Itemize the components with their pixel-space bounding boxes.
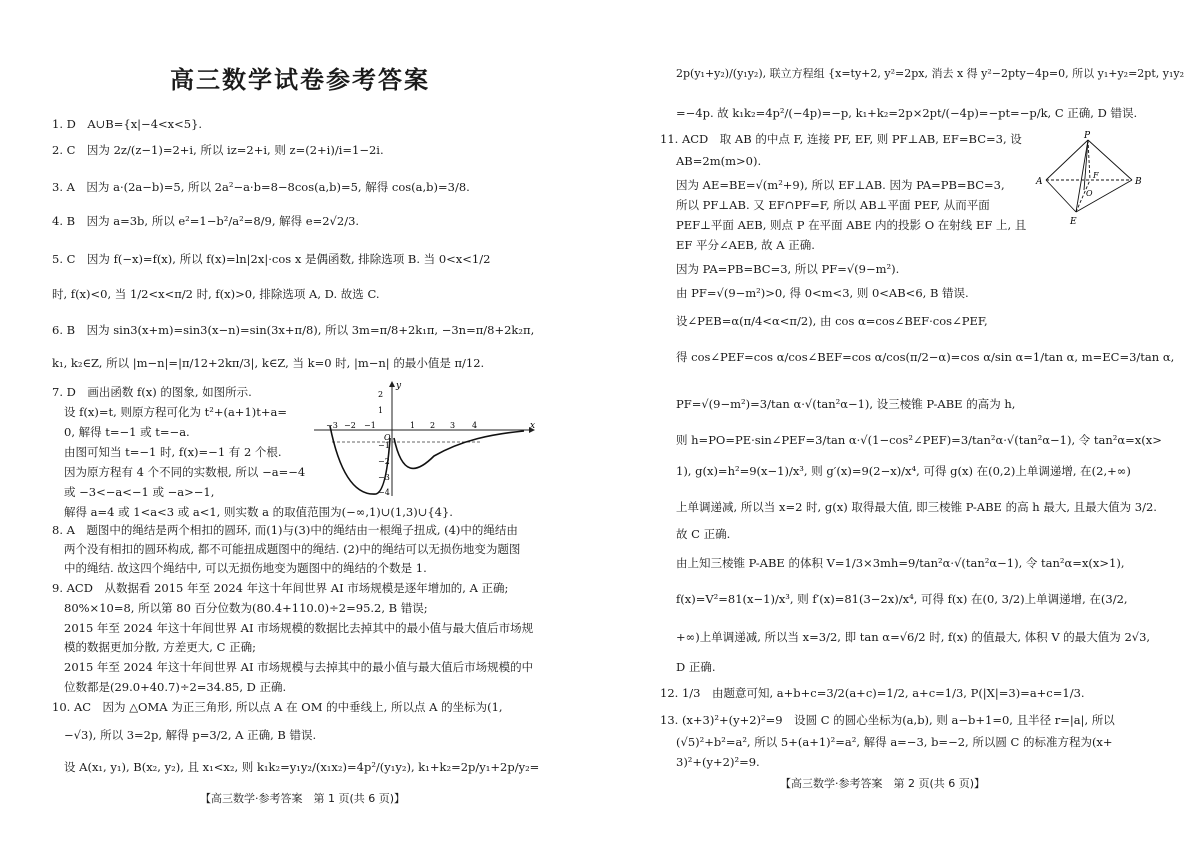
answer-10-line-2: −√3), 所以 3=2p, 解得 p=3/2, A 正确, B 错误. <box>64 728 317 742</box>
vertex-label-B: B <box>1135 177 1142 187</box>
answer-11-line-11: PF=√(9−m²)=3/tan α·√(tan²α−1), 设三棱锥 P-ABE 的高为 h, <box>676 397 1016 411</box>
answer-11-line-17: f(x)=V²=81(x−1)/x³, 则 f′(x)=81(3−2x)/x⁴, 可得 f(x) 在(0, 3/2)上单调递增, 在(3/2, <box>676 592 1128 606</box>
x-tick: 2 <box>430 421 436 430</box>
answer-11-line-18: +∞)上单调递减, 所以当 x=3/2, 即 tan α=√6/2 时, f(x) 的值最大, 体积 V 的最大值为 2√3, <box>676 630 1151 644</box>
answer-4: 4. B 因为 a=3b, 所以 e²=1−b²/a²=8/9, 解得 e=2√2/3. <box>52 214 360 228</box>
answer-9-line-2: 80%×10=8, 所以第 80 百分位数为(80.4+110.0)÷2=95.2, B 错误; <box>64 601 428 615</box>
y-tick: −1 <box>378 441 390 450</box>
y-tick: −2 <box>378 457 390 466</box>
x-tick: −1 <box>364 421 376 430</box>
answer-10-line-3: 设 A(x₁, y₁), B(x₂, y₂), 且 x₁<x₂, 则 k₁k₂=y₁y₂/(x₁x₂)=4p²/(y₁y₂), k₁+k₂=2p/y₁+2p/y₂= <box>64 760 540 774</box>
answer-6-line-1: 6. B 因为 sin3(x+m)=sin3(x−n)=sin(3x+π/8), 所以 3m=π/8+2k₁π, −3n=π/8+2k₂π, <box>52 323 535 337</box>
page-title: 高三数学试卷参考答案 <box>170 66 430 94</box>
vertex-label-E: E <box>1070 217 1077 227</box>
function-graph <box>312 378 544 500</box>
vertex-label-A: A <box>1036 177 1043 187</box>
answer-10-line-1: 10. AC 因为 △OMA 为正三角形, 所以点 A 在 OM 的中垂线上, 所以点 A 的坐标为(1, <box>52 700 503 714</box>
answer-11-line-14: 上单调递减, 所以当 x=2 时, g(x) 取得最大值, 即三棱锥 P-ABE 的高 h 最大, 且最大值为 3/2. <box>676 500 1157 514</box>
answer-8-line-3: 中的绳结. 故这四个绳结中, 可以无损伤地变为题图中的绳结的个数是 1. <box>64 561 427 575</box>
answer-1: 1. D A∪B={x|−4<x<5}. <box>52 117 203 131</box>
y-tick: 2 <box>378 390 384 399</box>
answer-11-line-13: 1), g(x)=h²=9(x−1)/x³, 则 g′(x)=9(2−x)/x⁴, 可得 g(x) 在(0,2)上单调递增, 在(2,+∞) <box>676 464 1131 478</box>
answer-8-line-2: 两个没有相扣的圆环构成, 都不可能扭成题图中的绳结. (2)中的绳结可以无损伤地变为题图 <box>64 542 521 556</box>
answer-12: 12. 1/3 由题意可知, a+b+c=3/2(a+c)=1/2, a+c=1/3, P(|X|=3)=a+c=1/3. <box>660 686 1085 700</box>
answer-11-line-12: 则 h=PO=PE·sin∠PEF=3/tan α·√(1−cos²∠PEF)=3/tan²α·√(tan²α−1), 令 tan²α=x(x> <box>676 433 1162 447</box>
answer-8-line-1: 8. A 题图中的绳结是两个相扣的圆环, 而(1)与(3)中的绳结由一根绳子扭成, (4)中的绳结由 <box>52 523 518 537</box>
answer-5-line-2: 时, f(x)<0, 当 1/2<x<π/2 时, f(x)>0, 排除选项 A, D. 故选 C. <box>52 287 380 301</box>
point-label-O: O <box>1086 189 1093 198</box>
vertex-label-P: P <box>1084 131 1091 141</box>
answer-9-line-4: 模的数据更加分散, 方差更大, C 正确; <box>64 640 256 654</box>
point-label-F: F <box>1093 171 1099 180</box>
answer-11-line-16: 由上知三棱锥 P-ABE 的体积 V=1/3×3mh=9/tan²α·√(tan²α−1), 令 tan²α=x(x>1), <box>676 556 1125 570</box>
x-tick: 4 <box>472 421 478 430</box>
answer-5-line-1: 5. C 因为 f(−x)=f(x), 所以 f(x)=ln|2x|·cos x 是偶函数, 排除选项 B. 当 0<x<1/2 <box>52 252 491 266</box>
function-curve <box>330 426 524 494</box>
y-axis-label: y <box>396 381 402 391</box>
answer-11-line-3: 因为 AE=BE=√(m²+9), 所以 EF⊥AB. 因为 PA=PB=BC=3, <box>676 178 1005 192</box>
answer-9-line-3: 2015 年至 2024 年这十年间世界 AI 市场规模的数据比去掉其中的最小值与最大值后市场规 <box>64 621 534 635</box>
answer-6-line-2: k₁, k₂∈Z, 所以 |m−n|=|π/12+2kπ/3|, k∈Z, 当 k=0 时, |m−n| 的最小值是 π/12. <box>52 356 485 370</box>
answer-10-cont-1: 2p(y₁+y₂)/(y₁y₂), 联立方程组 {x=ty+2, y²=2px, 消去 x 得 y²−2pty−4p=0, 所以 y₁+y₂=2pt, y₁y₂ <box>676 67 1185 80</box>
answer-11-line-19: D 正确. <box>676 660 716 674</box>
x-tick: −3 <box>326 421 338 430</box>
answer-7-line-2: 设 f(x)=t, 则原方程可化为 t²+(a+1)t+a= <box>64 405 287 419</box>
answer-7-line-6: 或 −3<−a<−1 或 −a>−1, <box>64 485 215 499</box>
answer-9-line-5: 2015 年至 2024 年这十年间世界 AI 市场规模与去掉其中的最小值与最大值后市场规模的中 <box>64 660 534 674</box>
x-tick: −2 <box>344 421 356 430</box>
y-tick: −4 <box>378 488 390 497</box>
answer-11-line-8: 由 PF=√(9−m²)>0, 得 0<m<3, 则 0<AB<6, B 错误. <box>676 286 969 300</box>
answer-11-line-5: PEF⊥平面 AEB, 则点 P 在平面 ABE 内的投影 O 在射线 EF 上, 且 <box>676 218 1027 232</box>
page-footer: 【高三数学·参考答案 第 2 页(共 6 页)】 <box>780 777 986 790</box>
pyramid-figure <box>1034 130 1146 228</box>
page-footer: 【高三数学·参考答案 第 1 页(共 6 页)】 <box>200 792 406 805</box>
answer-2: 2. C 因为 2z/(z−1)=2+i, 所以 iz=2+i, 则 z=(2+i)/i=1−2i. <box>52 143 384 157</box>
answer-7-line-7: 解得 a=4 或 1<a<3 或 a<1, 则实数 a 的取值范围为(−∞,1)∪(1,3)∪{4}. <box>64 505 453 519</box>
answer-13-line-3: 3)²+(y+2)²=9. <box>676 755 760 769</box>
answer-13-line-2: (√5)²+b²=a², 所以 5+(a+1)²=a², 解得 a=−3, b=−2, 所以圆 C 的标准方程为(x+ <box>676 735 1113 749</box>
y-tick: 1 <box>378 406 384 415</box>
x-tick: 1 <box>410 421 416 430</box>
answer-11-line-15: 故 C 正确. <box>676 527 731 541</box>
answer-page-2 <box>600 0 1200 847</box>
x-axis-label: x <box>530 421 536 431</box>
answer-11-line-9: 设∠PEB=α(π/4<α<π/2), 由 cos α=cos∠BEF·cos∠PEF, <box>676 314 988 328</box>
answer-11-line-6: EF 平分∠AEB, 故 A 正确. <box>676 238 815 252</box>
origin-label: O <box>384 433 391 442</box>
answer-11-line-1: 11. ACD 取 AB 的中点 F, 连接 PF, EF, 则 PF⊥AB, EF=BC=3, 设 <box>660 132 1022 146</box>
answer-11-line-10: 得 cos∠PEF=cos α/cos∠BEF=cos α/cos(π/2−α)=cos α/sin α=1/tan α, m=EC=3/tan α, <box>676 350 1175 364</box>
answer-13-line-1: 13. (x+3)²+(y+2)²=9 设圆 C 的圆心坐标为(a,b), 则 a−b+1=0, 且半径 r=|a|, 所以 <box>660 713 1115 727</box>
answer-11-line-4: 所以 PF⊥AB. 又 EF∩PF=F, 所以 AB⊥平面 PEF, 从而平面 <box>676 198 990 212</box>
answer-7-line-1: 7. D 画出函数 f(x) 的图象, 如图所示. <box>52 385 252 399</box>
answer-7-line-4: 由图可知当 t=−1 时, f(x)=−1 有 2 个根. <box>64 445 282 459</box>
answer-11-line-7: 因为 PA=PB=BC=3, 所以 PF=√(9−m²). <box>676 262 900 276</box>
x-tick: 3 <box>450 421 456 430</box>
y-tick: −3 <box>378 473 390 482</box>
answer-9-line-6: 位数都是(29.0+40.7)÷2=34.85, D 正确. <box>64 680 287 694</box>
answer-7-line-5: 因为原方程有 4 个不同的实数根, 所以 −a=−4 <box>64 465 306 479</box>
answer-3: 3. A 因为 a·(2a−b)=5, 所以 2a²−a·b=8−8cos(a,b)=5, 解得 cos(a,b)=3/8. <box>52 180 470 194</box>
answer-7-line-3: 0, 解得 t=−1 或 t=−a. <box>64 425 190 439</box>
answer-10-cont-2: =−4p. 故 k₁k₂=4p²/(−4p)=−p, k₁+k₂=2p×2pt/(−4p)=−pt=−p/k, C 正确, D 错误. <box>676 106 1138 120</box>
answer-9-line-1: 9. ACD 从数据看 2015 年至 2024 年这十年间世界 AI 市场规模是逐年增加的, A 正确; <box>52 581 509 595</box>
answer-11-line-2: AB=2m(m>0). <box>676 154 762 168</box>
